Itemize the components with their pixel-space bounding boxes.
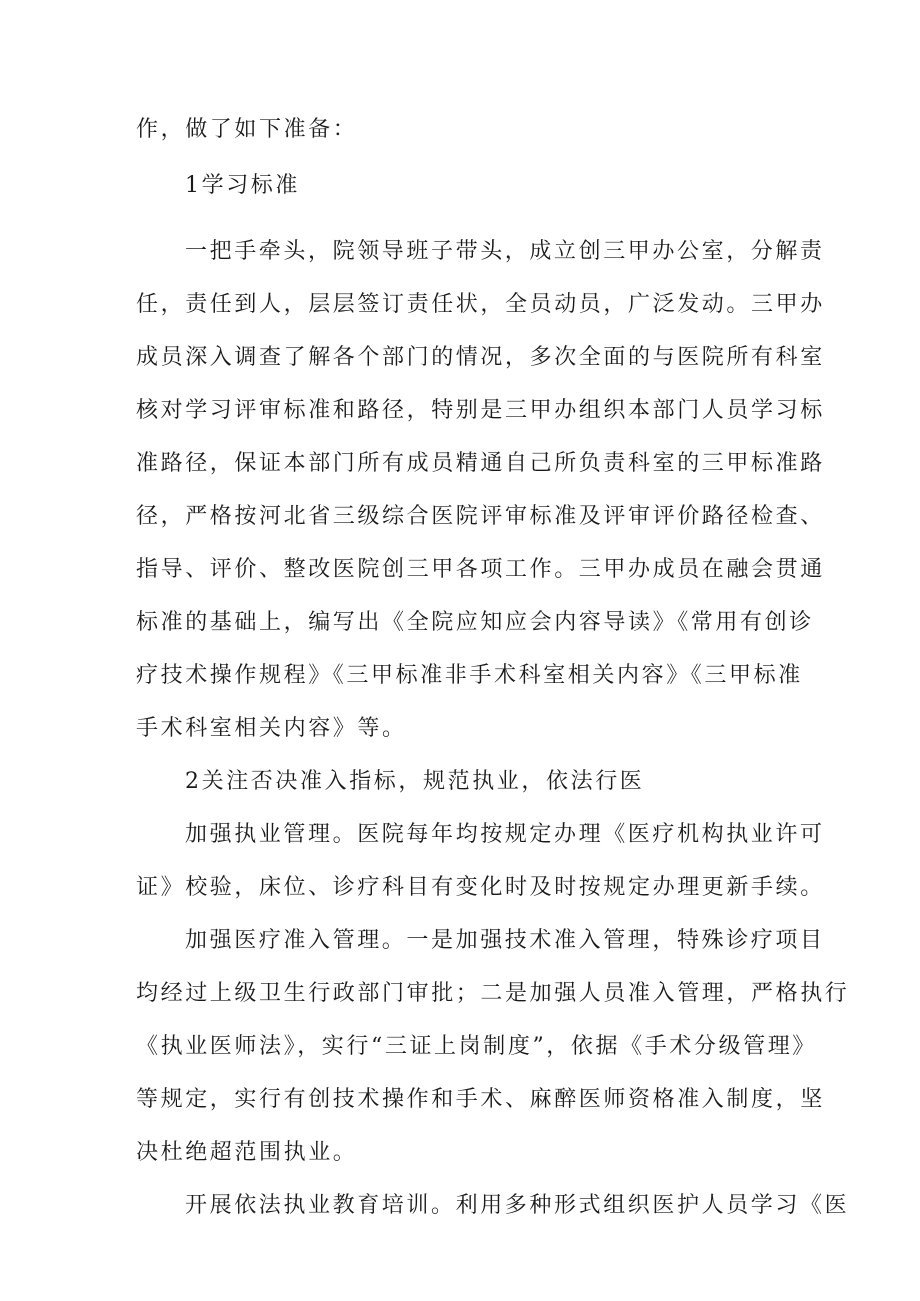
paragraph-line: 决杜绝超范围执业。 [136, 1140, 358, 1165]
paragraph-line: 等规定，实行有创技术操作和手术、麻醉医师资格准入制度，坚 [136, 1087, 825, 1112]
paragraph-line: 加强医疗准入管理。一是加强技术准入管理，特殊诊疗项目 [185, 928, 825, 953]
paragraph-line: 指导、评价、整改医院创三甲各项工作。三甲办成员在融会贯通 [136, 557, 825, 582]
section-heading-study-standards: 1学习标准 [185, 173, 300, 198]
paragraph-line: 手术科室相关内容》等。 [136, 716, 407, 741]
paragraph-line: 核对学习评审标准和路径，特别是三甲办组织本部门人员学习标 [136, 398, 825, 423]
paragraph-line: 径，严格按河北省三级综合医院评审标准及评审评价路径检查、 [136, 504, 825, 529]
paragraph-line: 开展依法执业教育培训。利用多种形式组织医护人员学习《医 [185, 1193, 850, 1218]
paragraph-line: 加强执业管理。医院每年均按规定办理《医疗机构执业许可 [185, 822, 825, 847]
paragraph-line: 标准的基础上，编写出《全院应知应会内容导读》《常用有创诊 [136, 610, 814, 635]
paragraph-line: 证》校验，床位、诊疗科目有变化时及时按规定办理更新手续。 [136, 875, 825, 900]
section-heading-veto-indicators: 2关注否决准入指标，规范执业，依法行医 [185, 769, 645, 794]
paragraph-line: 准路径，保证本部门所有成员精通自己所负责科室的三甲标准路 [136, 451, 825, 476]
paragraph-continuation-line: 作，做了如下准备： [136, 117, 358, 142]
paragraph-line: 成员深入调查了解各个部门的情况，多次全面的与医院所有科室 [136, 345, 825, 370]
paragraph-line: 任，责任到人，层层签订责任状，全员动员，广泛发动。三甲办 [136, 292, 825, 317]
paragraph-line: 疗技术操作规程》《三甲标准非手术科室相关内容》《三甲标准 [136, 663, 803, 688]
paragraph-line: 均经过上级卫生行政部门审批；二是加强人员准入管理，严格执行 [136, 981, 850, 1006]
paragraph-line: 《执业医师法》，实行“三证上岗制度”，依据《手术分级管理》 [136, 1034, 817, 1059]
paragraph-line: 一把手牵头，院领导班子带头，成立创三甲办公室，分解责 [185, 239, 825, 264]
